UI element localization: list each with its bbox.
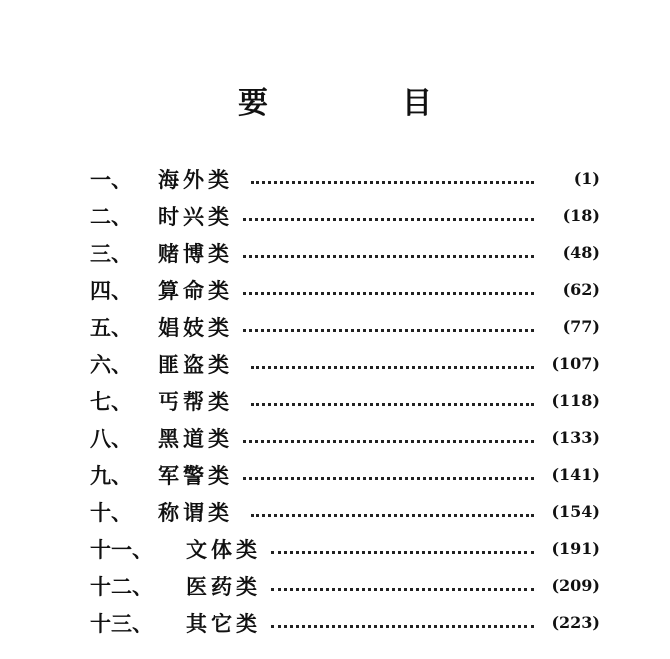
entry-category: 娼妓类 (158, 314, 233, 340)
entry-number: 五、 (90, 314, 132, 340)
toc-entry[interactable] (90, 308, 600, 345)
entry-page: (209) (551, 576, 600, 595)
dot-leader (243, 218, 534, 221)
entry-page: (18) (562, 206, 600, 225)
entry-category: 海外类 (158, 166, 233, 192)
entry-category: 军警类 (158, 462, 233, 488)
toc-entry[interactable] (90, 604, 600, 641)
entry-page: (223) (551, 613, 600, 632)
dot-leader (251, 514, 534, 517)
dot-leader (251, 366, 534, 369)
toc-entry[interactable] (90, 271, 600, 308)
toc-entry[interactable] (90, 567, 600, 604)
entry-page: (133) (551, 428, 600, 447)
dot-leader (271, 588, 534, 591)
entry-number: 四、 (90, 277, 132, 303)
dot-leader (251, 403, 534, 406)
entry-number: 十、 (90, 499, 132, 525)
entry-number: 七、 (90, 388, 132, 414)
entry-number: 二、 (90, 203, 132, 229)
entry-page: (62) (562, 280, 600, 299)
toc-entry[interactable] (90, 234, 600, 271)
toc-entry[interactable] (90, 456, 600, 493)
entry-page: (1) (573, 169, 600, 188)
entry-number: 十二、 (90, 573, 153, 599)
entry-category: 算命类 (158, 277, 233, 303)
toc-entry[interactable] (90, 530, 600, 567)
table-of-contents (90, 160, 600, 641)
entry-page: (107) (551, 354, 600, 373)
entry-category: 赌博类 (158, 240, 233, 266)
dot-leader (243, 255, 534, 258)
toc-entry[interactable] (90, 382, 600, 419)
entry-number: 十一、 (90, 536, 153, 562)
page-title: 要 目 (238, 86, 484, 121)
entry-number: 八、 (90, 425, 132, 451)
toc-entry[interactable] (90, 197, 600, 234)
toc-entry[interactable] (90, 345, 600, 382)
entry-page: (48) (562, 243, 600, 262)
entry-category: 丐帮类 (158, 388, 233, 414)
dot-leader (271, 551, 534, 554)
entry-page: (154) (551, 502, 600, 521)
entry-category: 匪盗类 (158, 351, 233, 377)
entry-page: (141) (551, 465, 600, 484)
toc-entry[interactable] (90, 160, 600, 197)
toc-entry[interactable] (90, 419, 600, 456)
entry-number: 一、 (90, 166, 132, 192)
entry-category: 医药类 (186, 573, 261, 599)
entry-page: (77) (562, 317, 600, 336)
entry-number: 十三、 (90, 610, 153, 636)
dot-leader (243, 329, 534, 332)
entry-number: 六、 (90, 351, 132, 377)
dot-leader (271, 625, 534, 628)
entry-number: 三、 (90, 240, 132, 266)
entry-number: 九、 (90, 462, 132, 488)
entry-category: 文体类 (186, 536, 261, 562)
entry-page: (191) (551, 539, 600, 558)
toc-entry[interactable] (90, 493, 600, 530)
entry-category: 其它类 (186, 610, 261, 636)
dot-leader (251, 181, 534, 184)
entry-category: 称谓类 (158, 499, 233, 525)
entry-category: 时兴类 (158, 203, 233, 229)
entry-page: (118) (551, 391, 600, 410)
entry-category: 黑道类 (158, 425, 233, 451)
dot-leader (243, 292, 534, 295)
dot-leader (243, 440, 534, 443)
dot-leader (243, 477, 534, 480)
